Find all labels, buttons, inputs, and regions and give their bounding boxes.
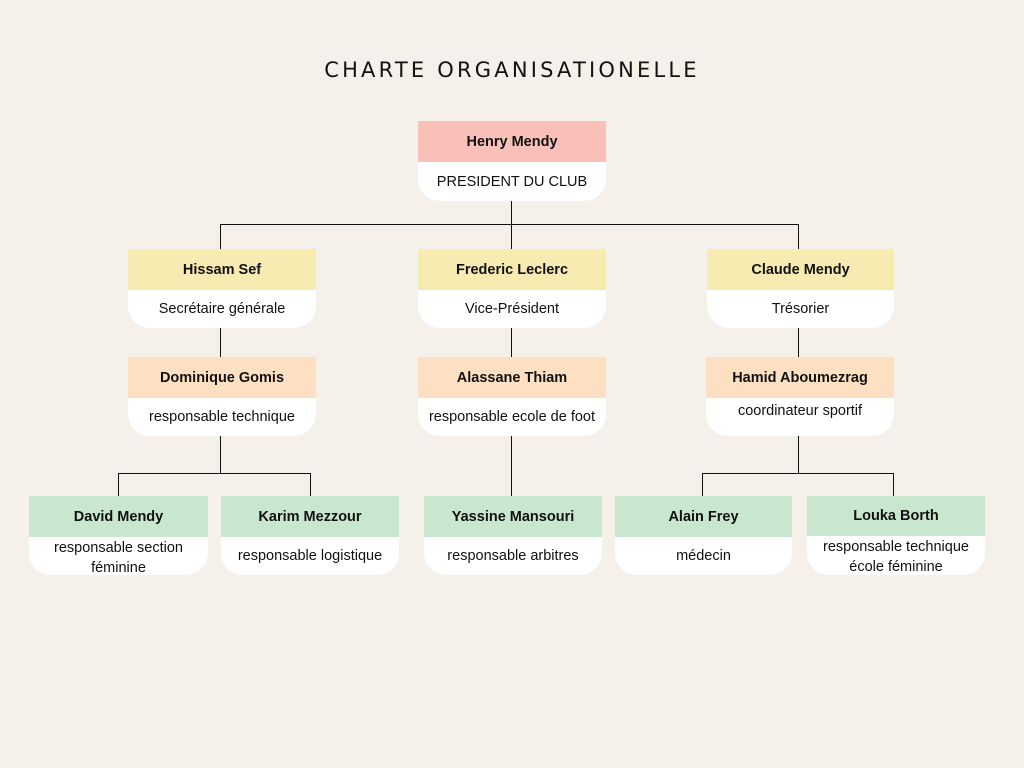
node-claude-mendy [707,249,894,328]
node-name: Yassine Mansouri [424,496,602,537]
node-yassine-mansouri [424,496,602,575]
node-name: David Mendy [29,496,208,537]
node-karim-mezzour [221,496,399,575]
node-role: responsable section féminine [29,537,208,575]
node-role: médecin [615,537,792,575]
node-name: Louka Borth [807,496,985,536]
node-name: Dominique Gomis [128,357,316,398]
node-name: Alain Frey [615,496,792,537]
node-name: Henry Mendy [418,121,606,162]
node-role: responsable technique [128,398,316,436]
node-frederic-leclerc [418,249,606,328]
node-dominique-gomis [128,357,316,436]
node-name: Alassane Thiam [418,357,606,398]
node-role: responsable logistique [221,537,399,575]
node-name: Frederic Leclerc [418,249,606,290]
node-name: Hamid Aboumezrag [706,357,894,398]
node-president [418,121,606,201]
node-role: PRESIDENT DU CLUB [418,162,606,201]
node-alassane-thiam [418,357,606,436]
node-alain-frey [615,496,792,575]
node-role: coordinateur sportif [706,398,894,436]
chart-title: CHARTE ORGANISATIONELLE [324,58,700,82]
node-role: Trésorier [707,290,894,328]
node-role: responsable technique école féminine [807,536,985,575]
node-louka-borth [807,496,985,575]
node-role: Vice-Président [418,290,606,328]
node-hamid-aboumezrag [706,357,894,436]
node-role: responsable ecole de foot [418,398,606,436]
node-hissam-sef [128,249,316,328]
node-name: Hissam Sef [128,249,316,290]
node-role: Secrétaire générale [128,290,316,328]
node-name: Claude Mendy [707,249,894,290]
node-role: responsable arbitres [424,537,602,575]
node-name: Karim Mezzour [221,496,399,537]
node-david-mendy [29,496,208,575]
